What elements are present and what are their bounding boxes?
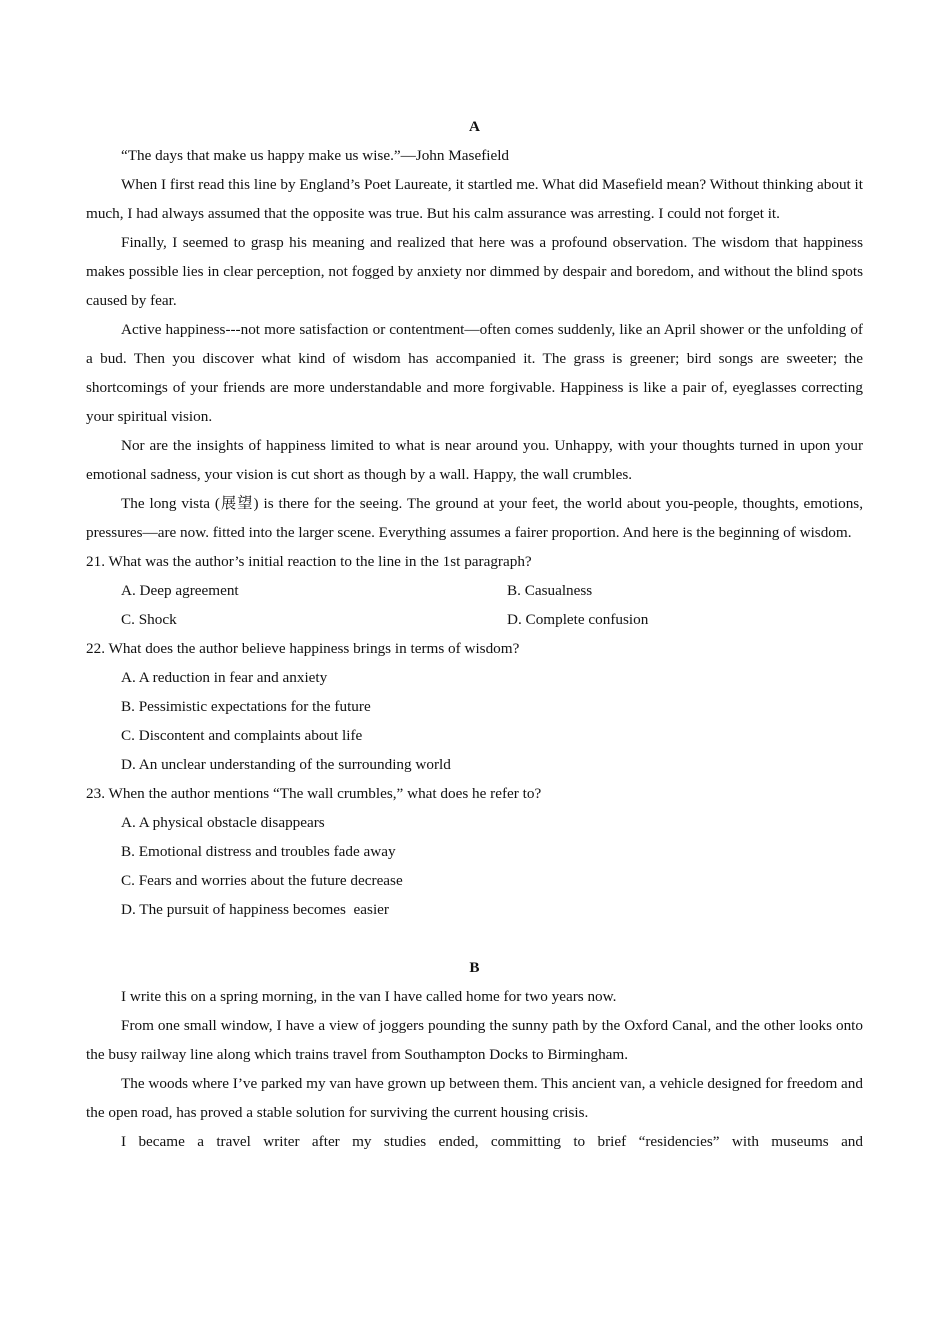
passage-a-paragraph: The long vista (展望) is there for the seeing. The ground at your feet, the world about you-people, thoughts, emotions, pressures—are now. fitted into the larger scene. Everything assumes a fairer proportion. And here is the beginning of wisdom. [86, 495, 863, 541]
question-23-option-a: A. A physical obstacle disappears [121, 814, 325, 831]
passage-b-paragraph: From one small window, I have a view of joggers pounding the sunny path by the Oxford Canal, and the other looks onto the busy railway line along which trains travel from Southampton Docks to Birmingham. [86, 1017, 863, 1063]
question-23: 23. When the author mentions “The wall crumbles,” what does he refer to? [86, 785, 542, 802]
passage-b-paragraph: The woods where I’ve parked my van have grown up between them. This ancient van, a vehicle designed for freedom and the open road, has proved a stable solution for surviving the current housing crisis. [86, 1075, 863, 1121]
question-21-option-d: D. Complete confusion [507, 611, 649, 628]
question-21-option-c: C. Shock [121, 611, 177, 628]
section-spacer [86, 924, 863, 953]
passage-a-paragraph: Active happiness---not more satisfaction or contentment—often comes suddenly, like an April shower or the unfolding of a bud. Then you discover what kind of wisdom has accompanied it. The grass is greener; bird songs are sweeter; the shortcomings of your friends are more understandable and more forgivable. Happiness is like a pair of, eyeglasses correcting your spiritual vision. [86, 321, 863, 425]
passage-a-paragraph: “The days that make us happy make us wise.”—John Masefield [121, 147, 510, 164]
passage-a-paragraph: When I first read this line by England’s Poet Laureate, it startled me. What did Masefield mean? Without thinking about it much, I had always assumed that the opposite was true. But his calm assurance was arresting. I could not forget it. [86, 176, 863, 222]
question-22-option-d: D. An unclear understanding of the surrounding world [121, 756, 451, 773]
exam-page [86, 112, 863, 1156]
passage-a-paragraph: Finally, I seemed to grasp his meaning and realized that here was a profound observation. The wisdom that happiness makes possible lies in clear perception, not fogged by anxiety nor dimmed by despair and boredom, and without the blind spots caused by fear. [86, 234, 863, 309]
question-23-option-c: C. Fears and worries about the future decrease [121, 872, 403, 889]
question-21: 21. What was the author’s initial reaction to the line in the 1st paragraph? [86, 553, 532, 570]
question-21-option-b: B. Casualness [507, 582, 593, 599]
passage-b-paragraph: I write this on a spring morning, in the van I have called home for two years now. [121, 988, 617, 1005]
passage-b-heading: B [469, 959, 480, 976]
question-22-option-b: B. Pessimistic expectations for the future [121, 698, 371, 715]
question-22: 22. What does the author believe happiness brings in terms of wisdom? [86, 640, 520, 657]
passage-a-heading: A [469, 118, 480, 135]
passage-b-paragraph: I became a travel writer after my studies ended, committing to brief “residencies” with museums and [121, 1133, 863, 1150]
question-23-option-d: D. The pursuit of happiness becomes easier [121, 901, 389, 918]
question-22-option-a: A. A reduction in fear and anxiety [121, 669, 328, 686]
question-22-option-c: C. Discontent and complaints about life [121, 727, 363, 744]
passage-a-paragraph: Nor are the insights of happiness limited to what is near around you. Unhappy, with your thoughts turned in upon your emotional sadness, your vision is cut short as though by a wall. Happy, the wall crumbles. [86, 437, 863, 483]
question-21-options-row-2 [86, 605, 863, 634]
question-23-option-b: B. Emotional distress and troubles fade away [121, 843, 396, 860]
question-21-option-a: A. Deep agreement [121, 582, 239, 599]
question-21-options-row-1 [86, 576, 863, 605]
